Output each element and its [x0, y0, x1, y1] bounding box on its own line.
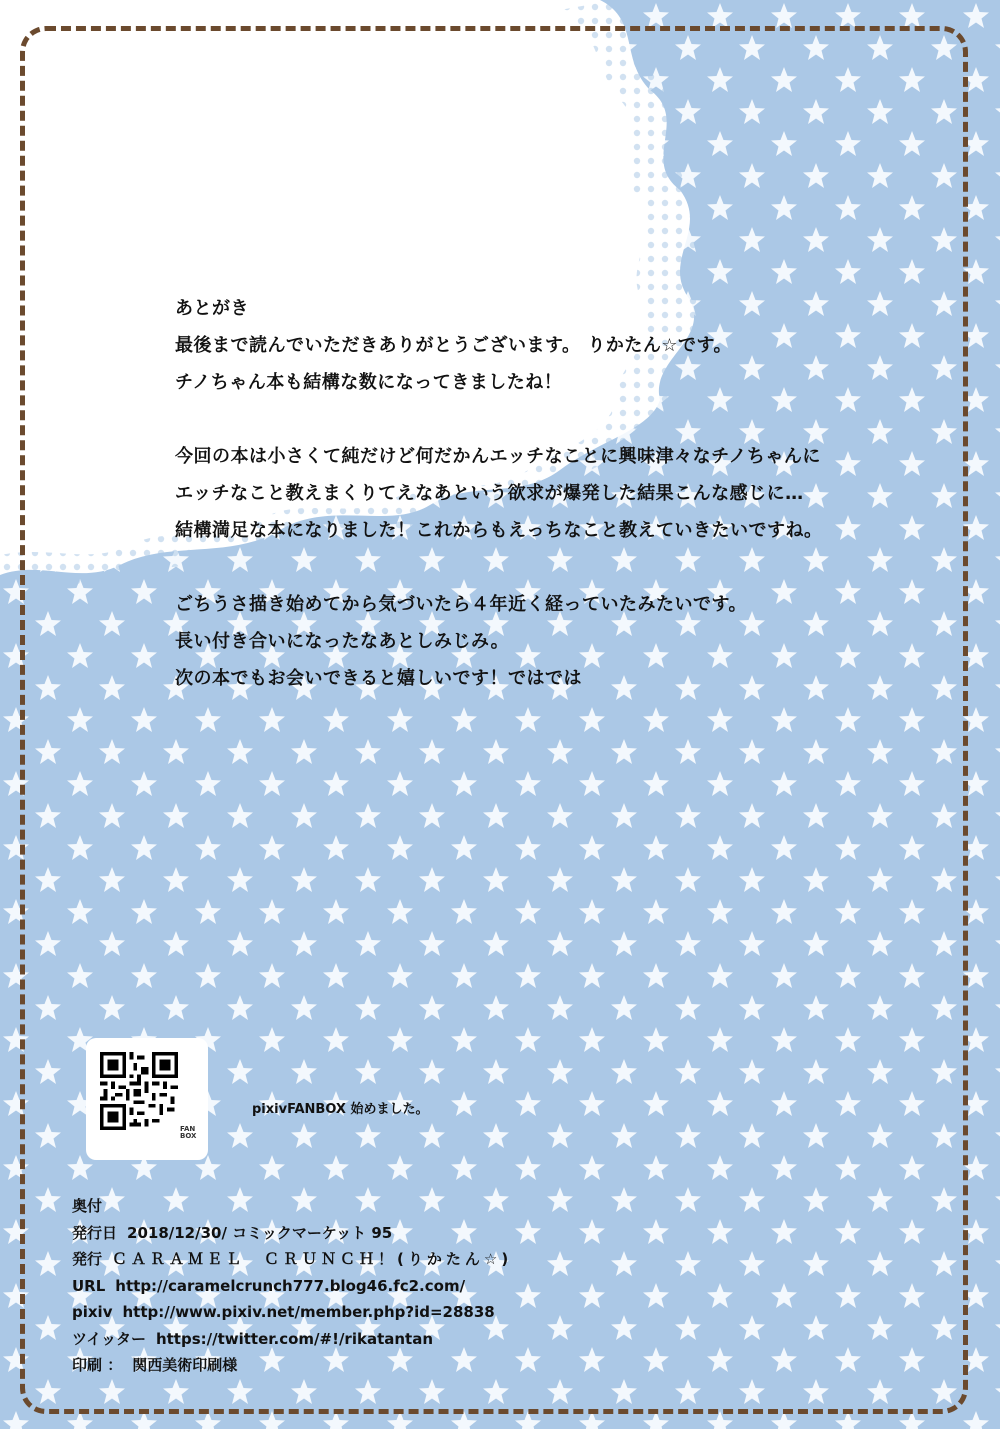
- afterword-section: [175, 290, 895, 697]
- afterword-line: [175, 549, 895, 586]
- colophon-key: ツイッター: [72, 1329, 146, 1348]
- colophon-row-twitter: [72, 1326, 692, 1353]
- afterword-line: ごちうさ描き始めてから気づいたら４年近く経っていたみたいです。: [175, 594, 748, 615]
- colophon-row-url: [72, 1273, 692, 1300]
- colophon-link-pixiv[interactable]: http://www.pixiv.net/member.php?id=28838: [122, 1303, 495, 1321]
- fanbox-logo-tag: FAN BOX: [180, 1125, 197, 1140]
- colophon-link-blog[interactable]: http://caramelcrunch777.blog46.fc2.com/: [115, 1276, 466, 1295]
- afterword-line: 最後まで読んでいただきありがとうございます。 りかたん☆です。: [175, 335, 733, 356]
- colophon-row-date: [72, 1220, 692, 1247]
- colophon-title: 奥付: [72, 1197, 103, 1215]
- colophon-key: 印刷 ：: [72, 1356, 123, 1374]
- afterword-line: 長い付き合いになったなあとしみじみ。: [175, 631, 510, 652]
- afterword-line: 今回の本は小さくて純だけど何だかんエッチなことに興味津々なチノちゃんに: [175, 446, 821, 467]
- colophon-key: 発行: [72, 1250, 103, 1268]
- colophon-row-pixiv: [72, 1299, 692, 1326]
- colophon-value: ＣＡＲＡＭＥＬ ＣＲＵＮＣＨ！(りかたん☆): [112, 1250, 513, 1268]
- colophon-row-printer: [72, 1352, 692, 1379]
- afterword-line: 次の本でもお会いできると嬉しいです！ではでは: [175, 668, 582, 689]
- afterword-line: チノちゃん本も結構な数になってきましたね！: [175, 372, 563, 393]
- colophon-key: 発行日: [72, 1223, 118, 1242]
- colophon-value: 2018/12/30/ コミックマーケット 95: [127, 1223, 393, 1242]
- afterword-heading: あとがき: [175, 298, 249, 319]
- qr-code-icon: [100, 1052, 178, 1130]
- colophon-value: 関西美術印刷様: [132, 1356, 238, 1374]
- colophon-link-twitter[interactable]: https://twitter.com/#!/rikatantan: [155, 1329, 434, 1348]
- afterword-line: 結構満足な本になりました！これからもえっちなこと教えていきたいですね。: [175, 520, 823, 541]
- colophon-row-publisher: [72, 1246, 692, 1273]
- fanbox-note: pixivFANBOX 始めました。: [252, 1102, 429, 1117]
- afterword-line: [175, 401, 895, 438]
- colophon: [72, 1193, 692, 1379]
- colophon-key: URL: [72, 1276, 106, 1295]
- afterword-line: エッチなこと教えまくりてえなあという欲求が爆発した結果こんな感じに…: [175, 483, 804, 504]
- qr-code-card[interactable]: [86, 1038, 208, 1160]
- colophon-key: pixiv: [72, 1303, 113, 1321]
